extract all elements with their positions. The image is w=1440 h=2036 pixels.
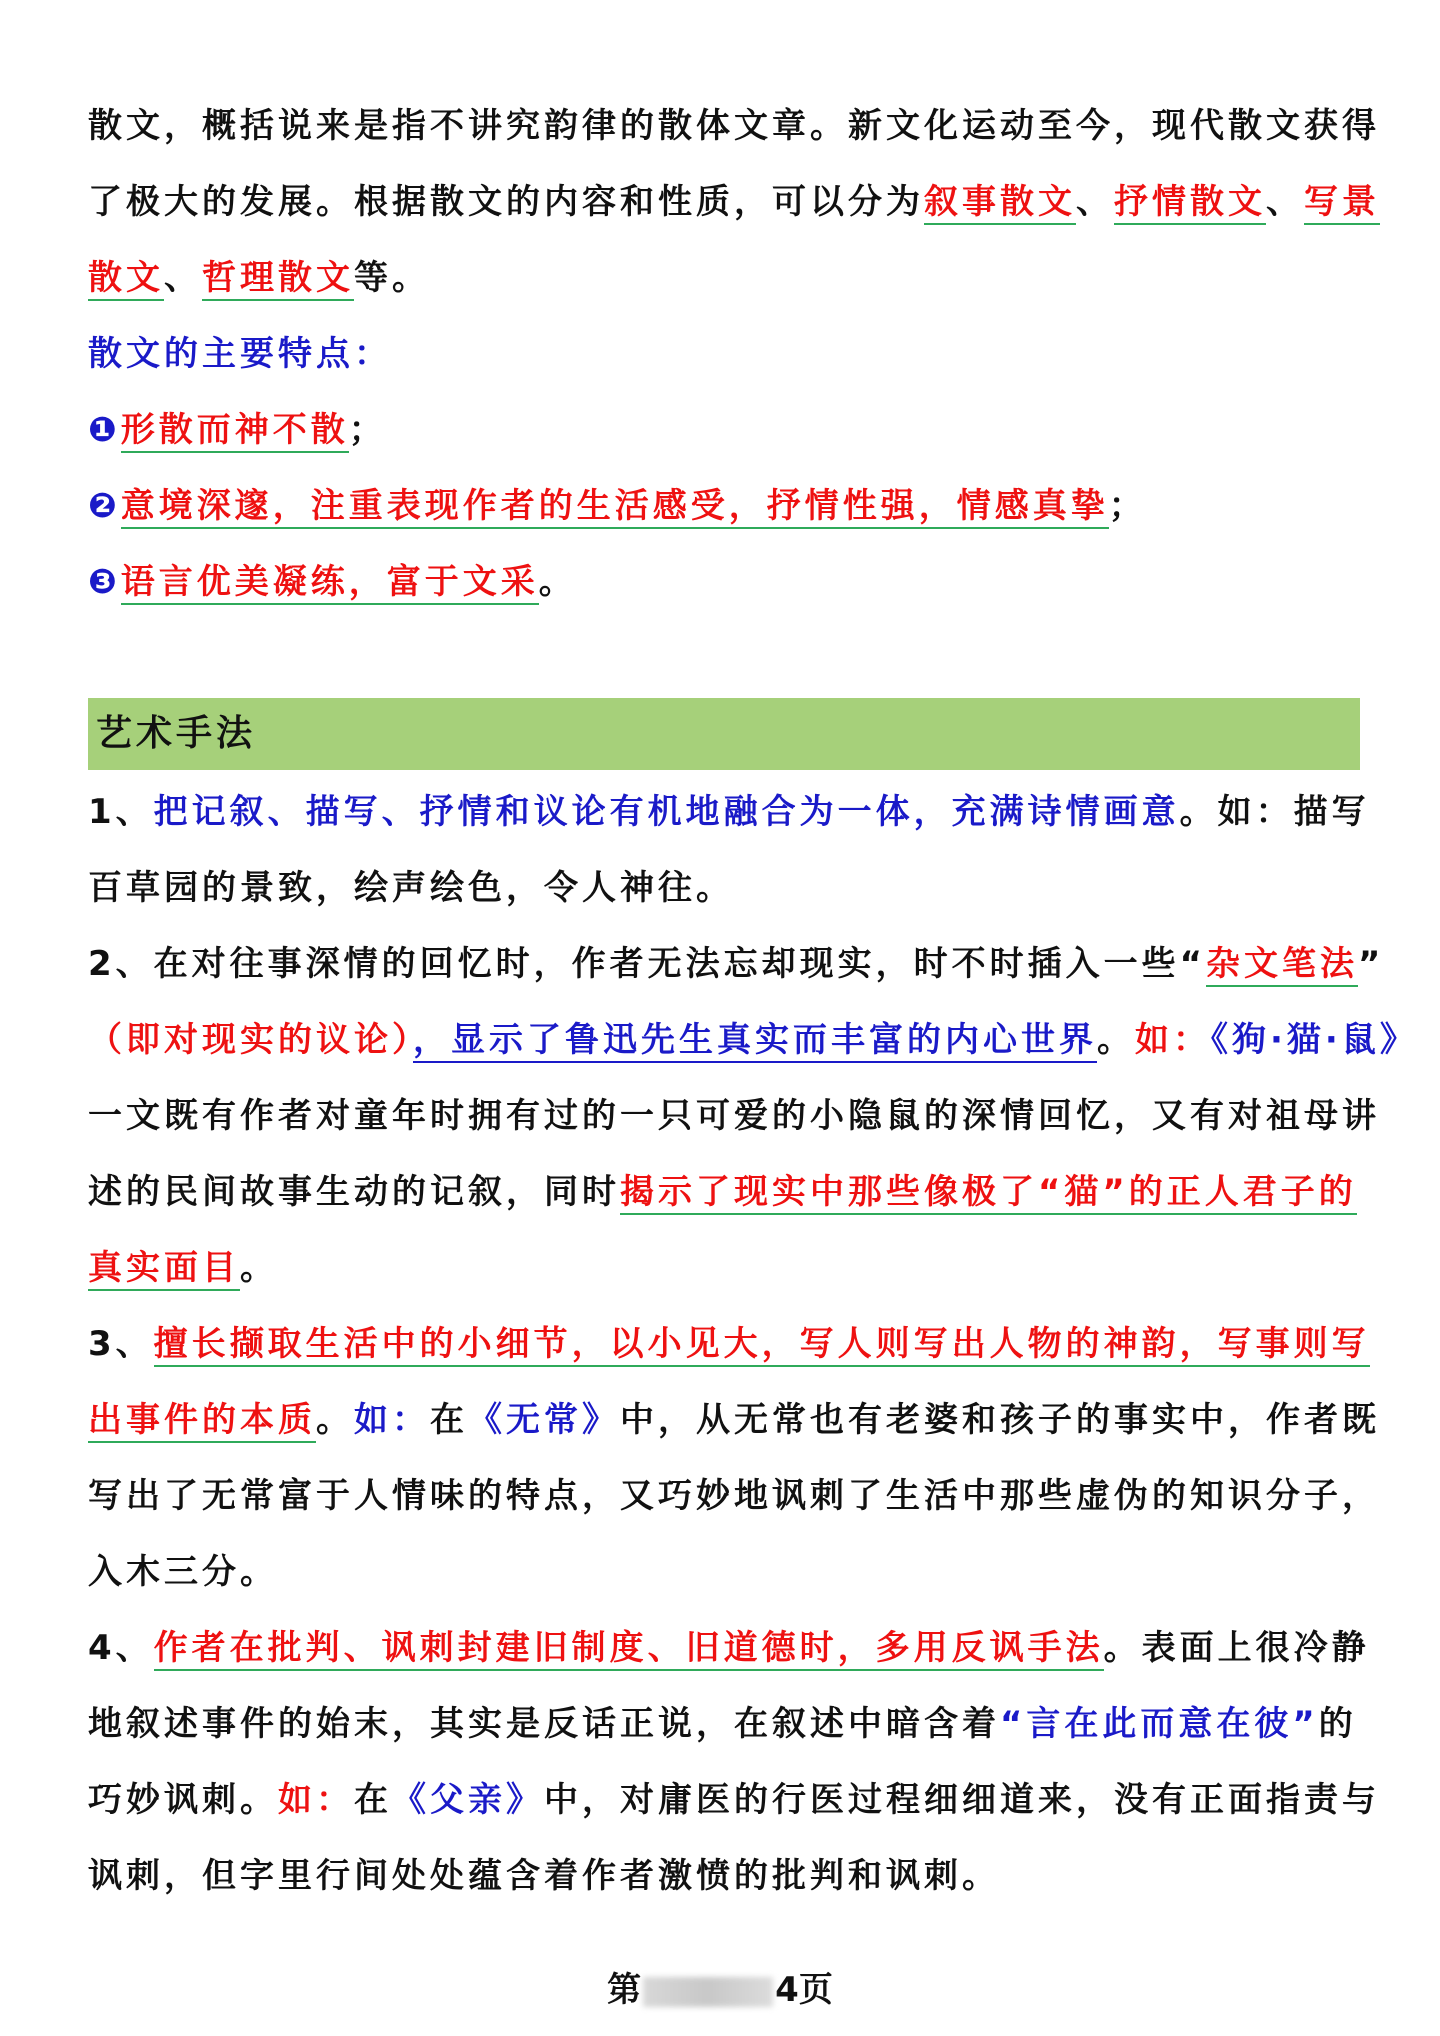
essay-type-scenery: 写景 [1304,182,1380,225]
intro-line-1: 散文，概括说来是指不讲究韵律的散体文章。新文化运动至今，现代散文获得 [88,106,1380,146]
number-marker-3: ❸ [88,562,121,602]
point-4-text: 中，对庸医的行医过程细细道来，没有正面指责与 [544,1780,1380,1820]
feature-text-2: 意境深邃，注重表现作者的生活感受，抒情性强，情感真挚 [121,486,1109,529]
point-4-line-2 [88,1686,1360,1762]
separator: 、 [1076,182,1114,222]
point-3-text: 在 [430,1400,468,1440]
feature-text-1: 形散而神不散 [121,410,349,453]
point-4-highlight: 作者在批判、讽刺封建旧制度、旧道德时，多用反讽手法 [154,1628,1104,1671]
point-2-line-4 [88,1154,1360,1230]
point-2-line-5 [88,1230,1360,1306]
point-2-key-term: 杂文笔法 [1206,944,1358,987]
essay-type-lyric: 抒情散文 [1114,182,1266,225]
page-number-suffix: 4页 [775,1970,833,2010]
punctuation: 。 [240,1248,278,1288]
point-1-main: 把记叙、描写、抒情和议论有机地融合为一体 [153,792,914,832]
essay-type-scenery-cont: 散文 [88,258,164,301]
feature-tail-1: ； [348,410,387,450]
feature-item-3 [88,544,1360,620]
point-4-text: 巧妙讽刺。 [88,1780,278,1820]
point-2-number: 2、 [88,944,154,984]
intro-text: 了极大的发展。根据散文的内容和性质，可以分为 [88,182,924,222]
point-4-line-3 [88,1762,1380,1838]
work-title: 《无常》 [468,1400,620,1440]
point-1-example: 。如：描写 [1179,792,1370,832]
point-2-emphasis: ，显示了鲁迅先生真实而丰富的内心世界 [413,1020,1097,1063]
point-2-text: 述的民间故事生动的记叙，同时 [88,1172,620,1212]
point-3-line-2 [88,1382,1380,1458]
work-title: 《狗·猫·鼠》 [1211,1020,1418,1060]
point-3-number: 3、 [88,1324,154,1364]
page-number-prefix: 第 [607,1970,642,2010]
point-4-line-1 [88,1610,1370,1686]
point-4-text: 。表面上很冷静 [1103,1628,1370,1668]
example-label: 如： [354,1400,430,1440]
point-2-note: （即对现实的议论） [88,1020,413,1060]
feature-text-3: 语言优美凝练，富于文采 [121,562,539,605]
separator: 、 [164,258,202,298]
point-1-line-1 [88,774,1370,850]
point-2-highlight-cont: 真实面目 [88,1248,240,1291]
point-4-text: 在 [354,1780,392,1820]
intro-end: 等。 [354,258,430,298]
example-label: 如： [1135,1020,1211,1060]
point-2-line-1 [88,926,1385,1002]
techniques-list [88,774,1418,1914]
section-header-bar [88,698,1360,770]
point-3-highlight-cont: 出事件的本质 [88,1400,316,1443]
feature-item-1 [88,392,1360,468]
point-3-text: 中，从无常也有老婆和孩子的事实中，作者既 [620,1400,1380,1440]
redaction-blur [643,1977,773,2007]
point-2-text: 在对往事深情的回忆时，作者无法忘却现实，时不时插入一些“ [153,944,1207,984]
feature-tail-3: 。 [538,562,577,602]
quote-mark: ” [1358,944,1385,984]
intro-line-3 [88,240,1360,316]
punctuation: 。 [1097,1020,1135,1060]
punctuation: ， [913,792,952,832]
point-3-line-3: 写出了无常富于人情味的特点，又巧妙地讽刺了生活中那些虚伪的知识分子， [88,1476,1380,1516]
point-1-emphasis: 充满诗情画意 [951,792,1180,832]
example-label: 如： [278,1780,354,1820]
separator: 、 [1266,182,1304,222]
point-2-line-3: 一文既有作者对童年时拥有过的一只可爱的小隐鼠的深情回忆，又有对祖母讲 [88,1096,1380,1136]
features-heading: 散文的主要特点： [88,334,392,374]
point-3-line-4: 入木三分。 [88,1552,278,1592]
point-4-text: 地叙述事件的始末，其实是反话正说，在叙述中暗含着 [88,1704,1000,1744]
number-marker-1: ❶ [88,410,121,450]
work-title: 《父亲》 [392,1780,544,1820]
number-marker-2: ❷ [88,486,121,526]
intro-line-2 [88,164,1380,240]
intro-paragraph [88,88,1380,620]
point-4-number: 4、 [88,1628,154,1668]
point-3-line-1 [88,1306,1370,1382]
feature-item-2 [88,468,1360,544]
punctuation: 。 [316,1400,354,1440]
essay-type-philosophy: 哲理散文 [202,258,354,301]
point-2-line-2 [88,1002,1418,1078]
point-4-line-4: 讽刺，但字里行间处处蕴含着作者激愤的批判和讽刺。 [88,1856,1000,1896]
page-footer [0,1968,1440,2012]
point-2-highlight: 揭示了现实中那些像极了“猫”的正人君子的 [620,1172,1357,1215]
point-4-quote: “言在此而意在彼” [1000,1704,1319,1744]
essay-type-narrative: 叙事散文 [924,182,1076,225]
point-3-highlight: 擅长撷取生活中的小细节，以小见大，写人则写出人物的神韵，写事则写 [154,1324,1370,1367]
feature-tail-2: ； [1108,486,1147,526]
point-4-text: 的 [1318,1704,1357,1744]
point-1-line-2: 百草园的景致，绘声绘色，令人神往。 [88,868,734,908]
section-title: 艺术手法 [96,713,257,754]
point-1-number: 1、 [88,792,154,832]
